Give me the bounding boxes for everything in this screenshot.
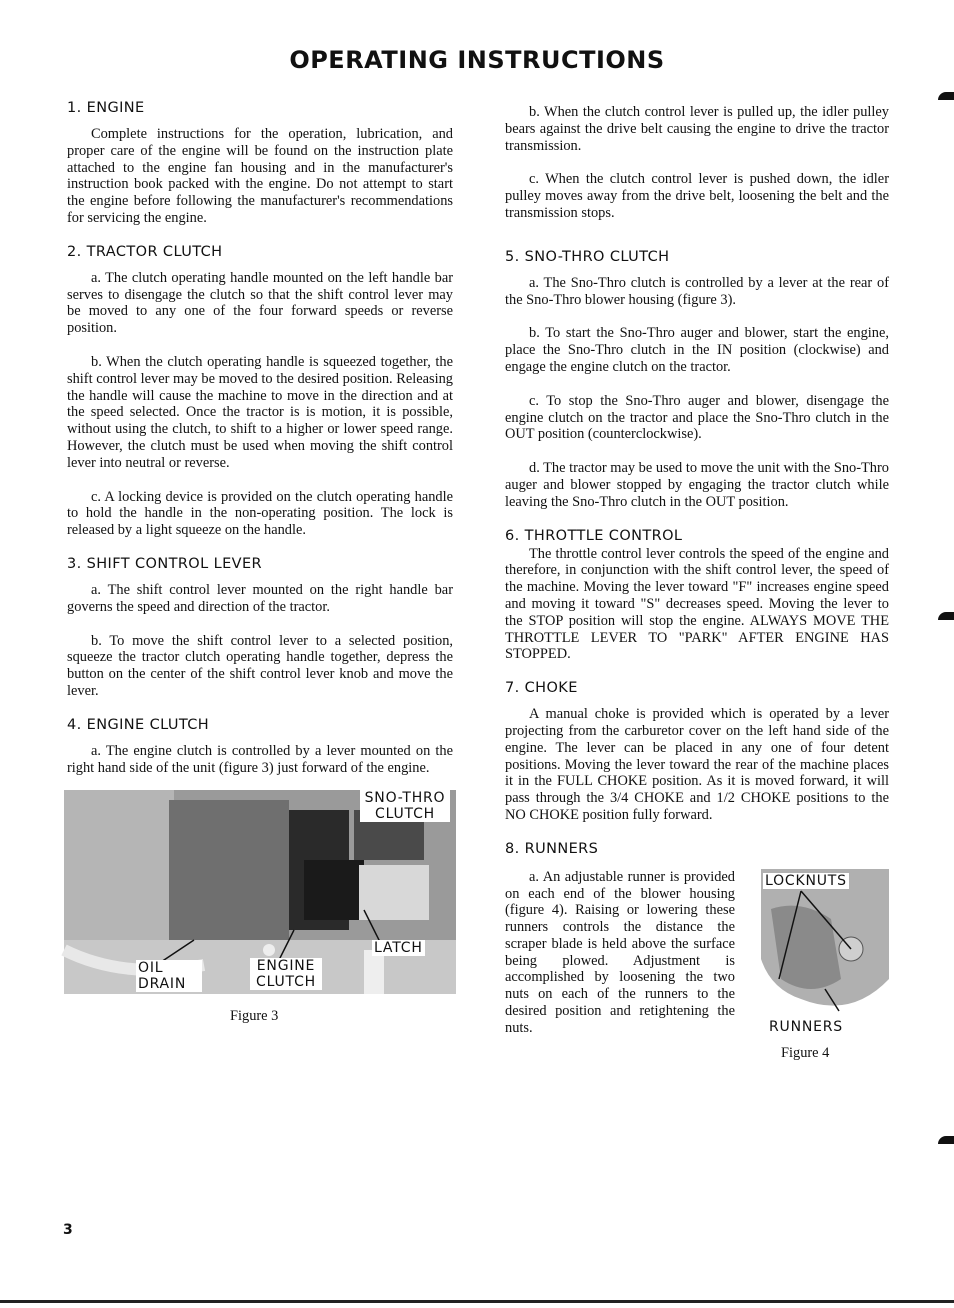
tractor-clutch-b: b. When the clutch operating handle is squeezed together, the shift control lever may be moved to the desired position. Releasing the handle will cause the machine to move in the direction and at the speed selected. Once the tractor is is motion, it is possible, without using the clutch, to shift to a higher or lower speed range. However, the clutch must be used when moving the shift control lever into neutral or reverse. xyxy=(67,353,453,471)
edge-mark-top xyxy=(938,92,954,100)
bottom-rule xyxy=(0,1300,954,1303)
engine-clutch-b: b. When the clutch control lever is pulled up, the idler pulley bears against the drive belt causing the engine to drive the tractor transmission. xyxy=(505,104,889,154)
shift-control-a: a. The shift control lever mounted on the right handle bar governs the speed and direction of the tractor. xyxy=(67,581,453,615)
throttle-paragraph: The throttle control lever controls the speed of the engine and therefore, in conjunction with the shift control lever, the speed of the machine. Moving the lever toward "F" increases engine speed and moving it toward "S" decreases speed. Moving the lever to the STOP position will stop the engine. ALWAYS MOVE THE THROTTLE LEVER TO "PARK" AFTER ENGINE HAS STOPPED. xyxy=(505,545,889,663)
edge-mark-bottom xyxy=(938,1136,954,1144)
figure-4-caption: Figure 4 xyxy=(781,1044,830,1061)
section-heading-engine: 1. ENGINE xyxy=(67,100,145,116)
figure-4-label-locknuts: LOCKNUTS xyxy=(765,872,847,889)
figure-3-label-sno-thro-clutch: SNO-THRO CLUTCH xyxy=(360,790,450,822)
tractor-clutch-c: c. A locking device is provided on the clutch operating handle to hold the handle in the non-operating position. The lock is released by a light squeeze on the handle. xyxy=(67,488,453,539)
tractor-clutch-a: a. The clutch operating handle mounted on the left handle bar serves to disengage the clutch so that the shift control lever may be moved to any one of the four forward speeds or reverse position. xyxy=(67,269,453,337)
sno-thro-clutch-c: c. To stop the Sno-Thro auger and blower, disengage the engine clutch on the tractor and place the Sno-Thro clutch in the OUT position (counterclockwise). xyxy=(505,392,889,443)
section-heading-sno-thro-clutch: 5. SNO-THRO CLUTCH xyxy=(505,248,670,265)
figure-3-caption: Figure 3 xyxy=(230,1008,279,1025)
section-heading-throttle: 6. THROTTLE CONTROL xyxy=(505,527,683,544)
page-title: OPERATING INSTRUCTIONS xyxy=(289,46,665,74)
sno-thro-clutch-d: d. The tractor may be used to move the unit with the Sno-Thro auger and blower stopped by engaging the tractor clutch while leaving the Sno-Thro clutch in the OUT position. xyxy=(505,460,889,510)
left-column xyxy=(67,100,453,1025)
engine-clutch-c: c. When the clutch control lever is pushed down, the idler pulley moves away from the drive belt, loosening the belt and the transmission stops. xyxy=(505,171,889,221)
engine-paragraph: Complete instructions for the operation, lubrication, and proper care of the engine will be found on the instruction plate attached to the engine fan housing and in the manufacturer's instruction book packed with the engine. Do not attempt to start the engine before following the manufacturer's recommendations for servicing the engine. xyxy=(67,126,453,226)
section-heading-runners: 8. RUNNERS xyxy=(505,840,599,857)
runners-a: a. An adjustable runner is provided on each end of the blower housing (figure 4). Raising or lowering these runners controls the distance the scraper blade is held above the surface being plowed. Adjustment is accomplished by loosening the two nuts on each of the runners to the desired position and retightening the nuts. xyxy=(505,868,735,1036)
section-heading-choke: 7. CHOKE xyxy=(505,680,578,697)
engine-clutch-a: a. The engine clutch is controlled by a lever mounted on the right hand side of the unit (figure 3) just forward of the engine. xyxy=(67,742,453,776)
figure-3-label-oil-drain: OIL DRAIN xyxy=(136,960,202,992)
edge-mark-middle xyxy=(938,612,954,620)
figure-3-label-latch: LATCH xyxy=(374,940,423,957)
figure-4-illustration xyxy=(761,869,889,1019)
figure-3-photo xyxy=(64,790,456,994)
section-heading-engine-clutch: 4. ENGINE CLUTCH xyxy=(67,716,210,733)
section-heading-tractor-clutch: 2. TRACTOR CLUTCH xyxy=(67,243,223,260)
section-heading-shift-control: 3. SHIFT CONTROL LEVER xyxy=(67,555,262,572)
choke-paragraph: A manual choke is provided which is operated by a lever projecting from the carburetor cover on the left hand side of the engine. The lever can be placed in any one of four detent positions. Moving the lever toward the rear of the machine places it in the FULL CHOKE position. As it is moved forward, it will pass through the 3/4 CHOKE and 1/2 CHOKE positions to the NO CHOKE position fully forward. xyxy=(505,706,889,823)
sno-thro-clutch-b: b. To start the Sno-Thro auger and blower, start the engine, place the Sno-Thro clutch in the IN position (clockwise) and engage the engine clutch on the tractor. xyxy=(505,325,889,375)
figure-4-photo xyxy=(761,869,889,1035)
figure-4-label-runners: RUNNERS xyxy=(769,1018,843,1035)
page-number: 3 xyxy=(63,1222,73,1238)
runners-block xyxy=(505,869,889,1079)
figure-3-label-engine-clutch: ENGINE CLUTCH xyxy=(250,958,322,990)
shift-control-b: b. To move the shift control lever to a selected position, squeeze the tractor clutch operating handle together, depress the button on the center of the shift control lever knob and move the lever. xyxy=(67,632,453,699)
sno-thro-clutch-a: a. The Sno-Thro clutch is controlled by a lever at the rear of the Sno-Thro blower housing (figure 3). xyxy=(505,274,889,308)
right-column xyxy=(505,104,889,1079)
